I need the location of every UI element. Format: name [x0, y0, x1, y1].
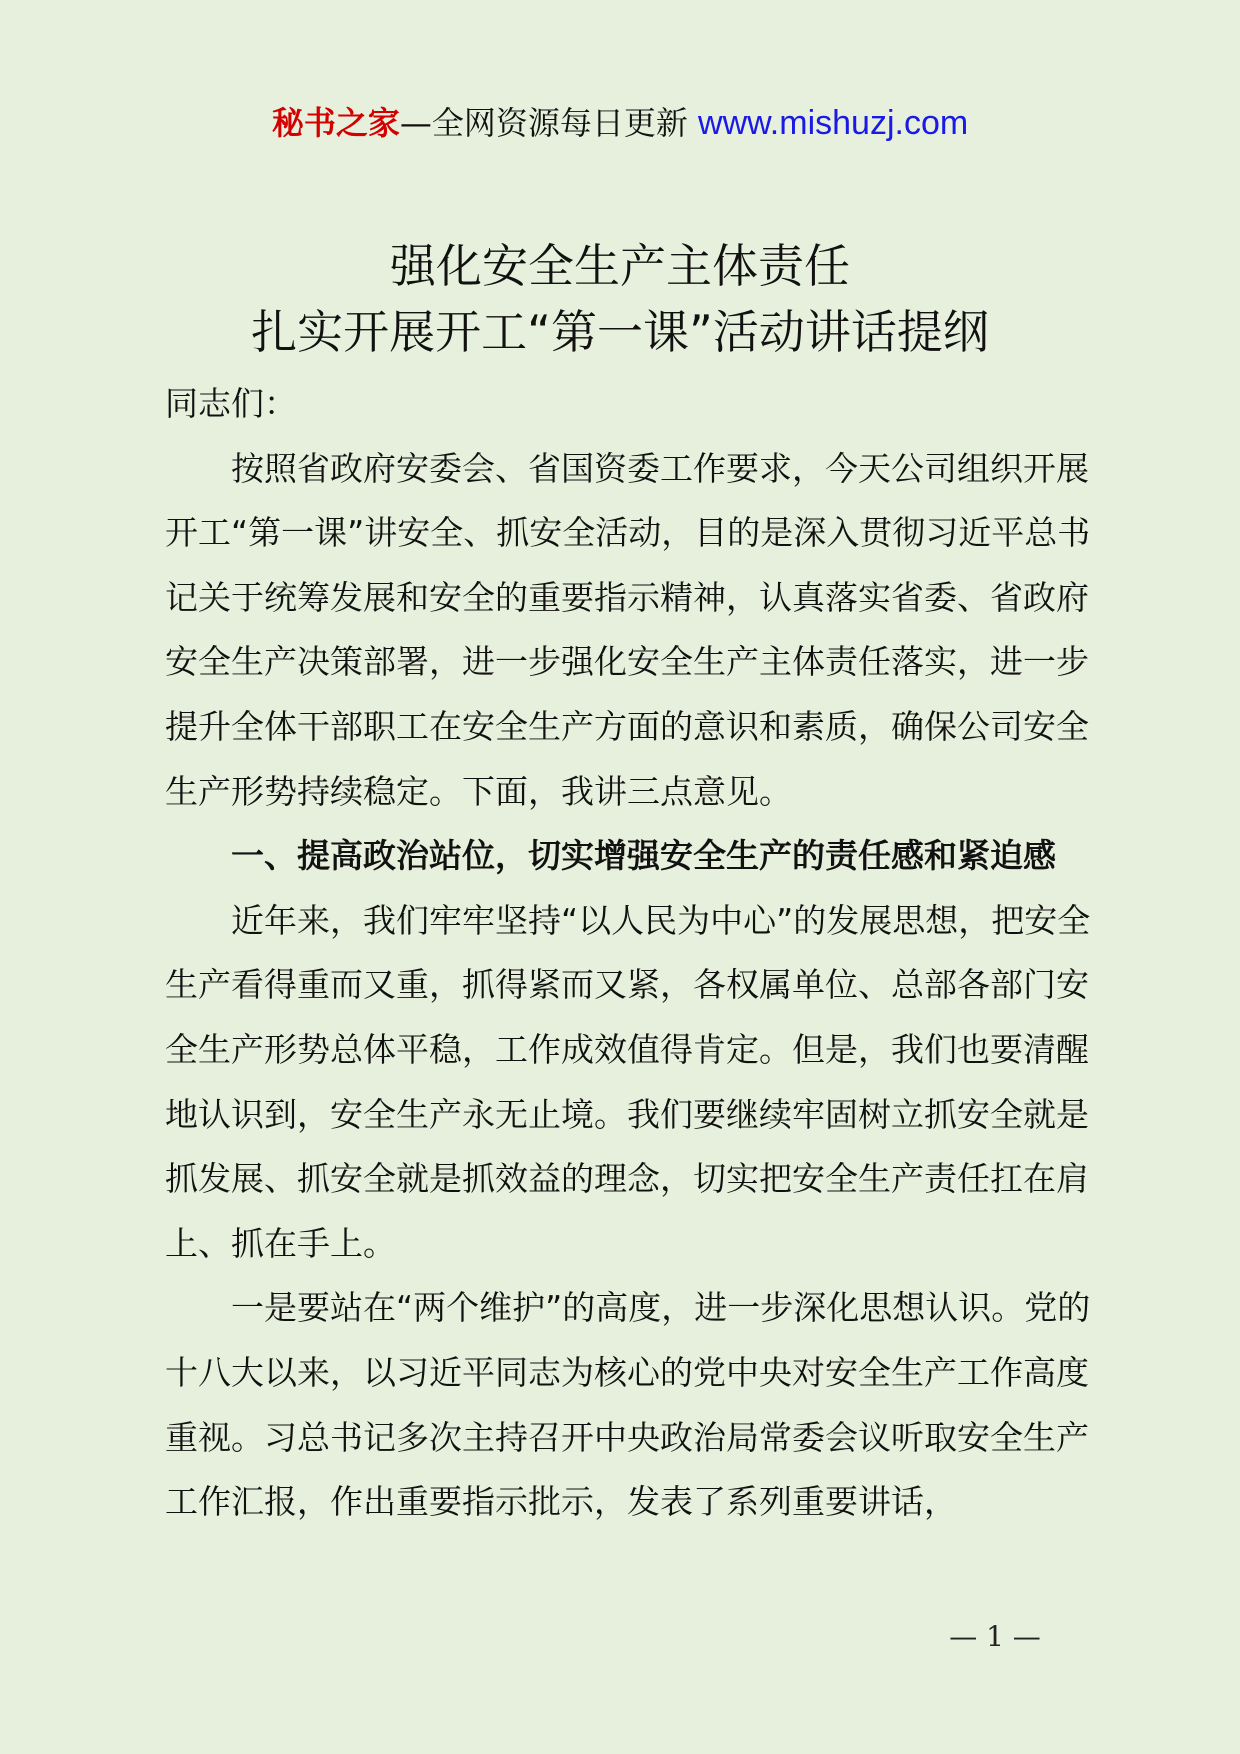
section-1-heading: 一、提高政治站位，切实增强安全生产的责任感和紧迫感 — [231, 836, 1056, 876]
document-title-line-1: 强化安全生产主体责任 — [390, 239, 850, 293]
slogan-text: —全网资源每日更新 — [399, 104, 699, 142]
brand-name: 秘书之家 — [271, 104, 400, 142]
document-title-line-2: 扎实开展开工“第一课”活动讲话提纲 — [251, 305, 989, 359]
page-number: — 1 — — [949, 1620, 1041, 1653]
section-1-paragraph-2: 一是要站在“两个维护”的高度，进一步深化思想认识。党的十八大以来，以习近平同志为核心的党中央对安全生产工作高度重视。习总书记多次主持召开中央政治局常委会议听取安全生产工作汇报，作出重要指示批示，发表了系列重要讲话， — [165, 1288, 1091, 1522]
salutation: 同志们： — [165, 384, 297, 423]
intro-paragraph: 按照省政府安委会、省国资委工作要求，今天公司组织开展开工“第一课”讲安全、抓安全活动，目的是深入贯彻习近平总书记关于统筹发展和安全的重要指示精神，认真落实省委、省政府安全生产决策部署，进一步强化安全生产主体责任落实，进一步提升全体干部职工在安全生产方面的意识和素质，确保公司安全生产形势持续稳定。下面，我讲三点意见。 — [165, 448, 1091, 811]
section-1-paragraph-1: 近年来，我们牢牢坚持“以人民为中心”的发展思想，把安全生产看得重而又重，抓得紧而又紧，各权属单位、总部各部门安全生产形势总体平稳，工作成效值得肯定。但是，我们也要清醒地认识到，安全生产永无止境。我们要继续牢固树立抓安全就是抓发展、抓安全就是抓效益的理念，切实把安全生产责任扛在肩上、抓在手上。 — [165, 900, 1091, 1263]
document-body — [165, 372, 1110, 1535]
site-url-link[interactable]: www.mishuzj.com — [698, 104, 969, 142]
site-watermark-header — [0, 100, 1240, 146]
